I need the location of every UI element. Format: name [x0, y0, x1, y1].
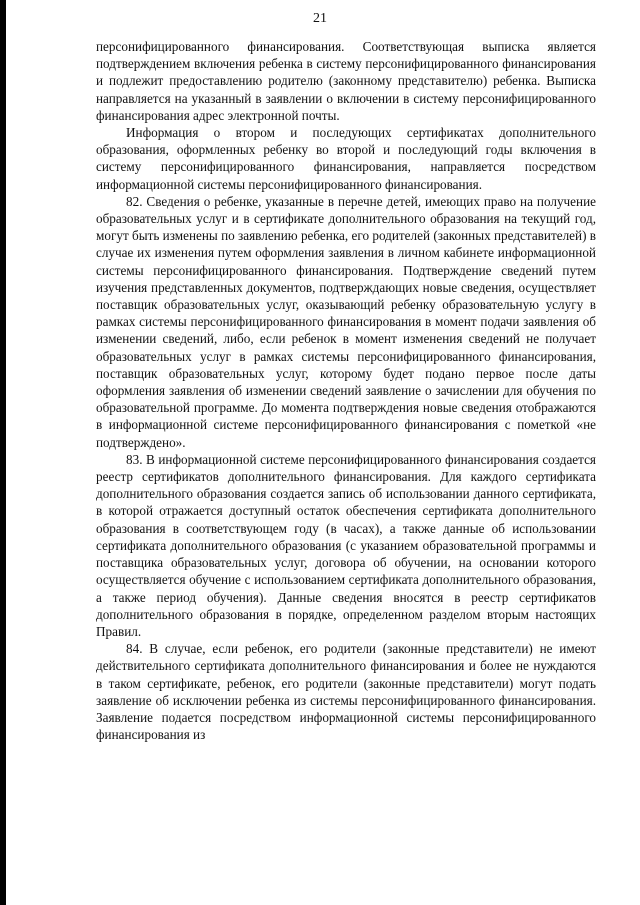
paragraph-82: 82. Сведения о ребенке, указанные в перечне детей, имеющих право на получение образовательных услуг и в сертификате дополнительного образования на текущий год, могут быть изменены по заявлению ребенка, его родителей (законных представителей) в случае их изменения путем оформления заявления в личном кабинете информационной системы персонифицированного финансирования. Подтверждение сведений путем изучения представленных документов, подтверждающих новые сведения, осуществляет поставщик образовательных услуг, оказывающий ребенку образовательную услугу в рамках системы персонифицированного финансирования в момент подачи заявления об изменении сведений, либо, если ребенок в момент изменения сведений не получает образовательных услуг в рамках системы персонифицированного финансирования, поставщик образовательных услуг, которому будет подано первое после даты оформления заявления об изменении сведений заявление о зачислении для обучения по образовательной программе. До момента подтверждения новые сведения отображаются в информационной системе персонифицированного финансирования с пометкой «не подтверждено».	[96, 193, 596, 450]
paragraph-2: Информация о втором и последующих сертификатах дополнительного образования, оформленных ребенку во второй и последующий годы включения в систему персонифицированного финансирования, направляется посредством информационной системы персонифицированного финансирования.	[96, 125, 596, 192]
paragraph-83: 83. В информационной системе персонифицированного финансирования создается реестр сертификатов дополнительного финансирования. Для каждого сертификата дополнительного образования создается запись об использовании данного сертификата, в которой отражается доступный остаток обеспечения сертификата дополнительного образования в соответствующем году (в часах), а также данные об использовании сертификата дополнительного образования (с указанием образовательной программы и поставщика образовательных услуг, договора об обучении, на основании которого осуществляется обучение с использованием сертификата дополнительного образования, а также период обучения). Данные сведения вносятся в реестр сертификатов дополнительного образования в порядке, определенном разделом вторым настоящих Правил.	[96, 451, 596, 639]
document-body	[96, 38, 596, 743]
paragraph-1: персонифицированного финансирования. Соответствующая выписка является подтверждением включения ребенка в систему персонифицированного финансирования и подлежит предоставлению родителю (законному представителю) ребенка. Выписка направляется на указанный в заявлении о включении в систему персонифицированного финансирования адрес электронной почты.	[96, 39, 596, 123]
scan-left-edge	[0, 0, 6, 905]
page-number: 21	[313, 11, 327, 26]
paragraph-84: 84. В случае, если ребенок, его родители (законные представители) не имеют действительного сертификата дополнительного финансирования и более не нуждаются в таком сертификате, ребенок, его родители (законные представители) могут подать заявление об исключении ребенка из системы персонифицированного финансирования. Заявление подается посредством информационной системы персонифицированного финансирования из	[96, 641, 596, 743]
